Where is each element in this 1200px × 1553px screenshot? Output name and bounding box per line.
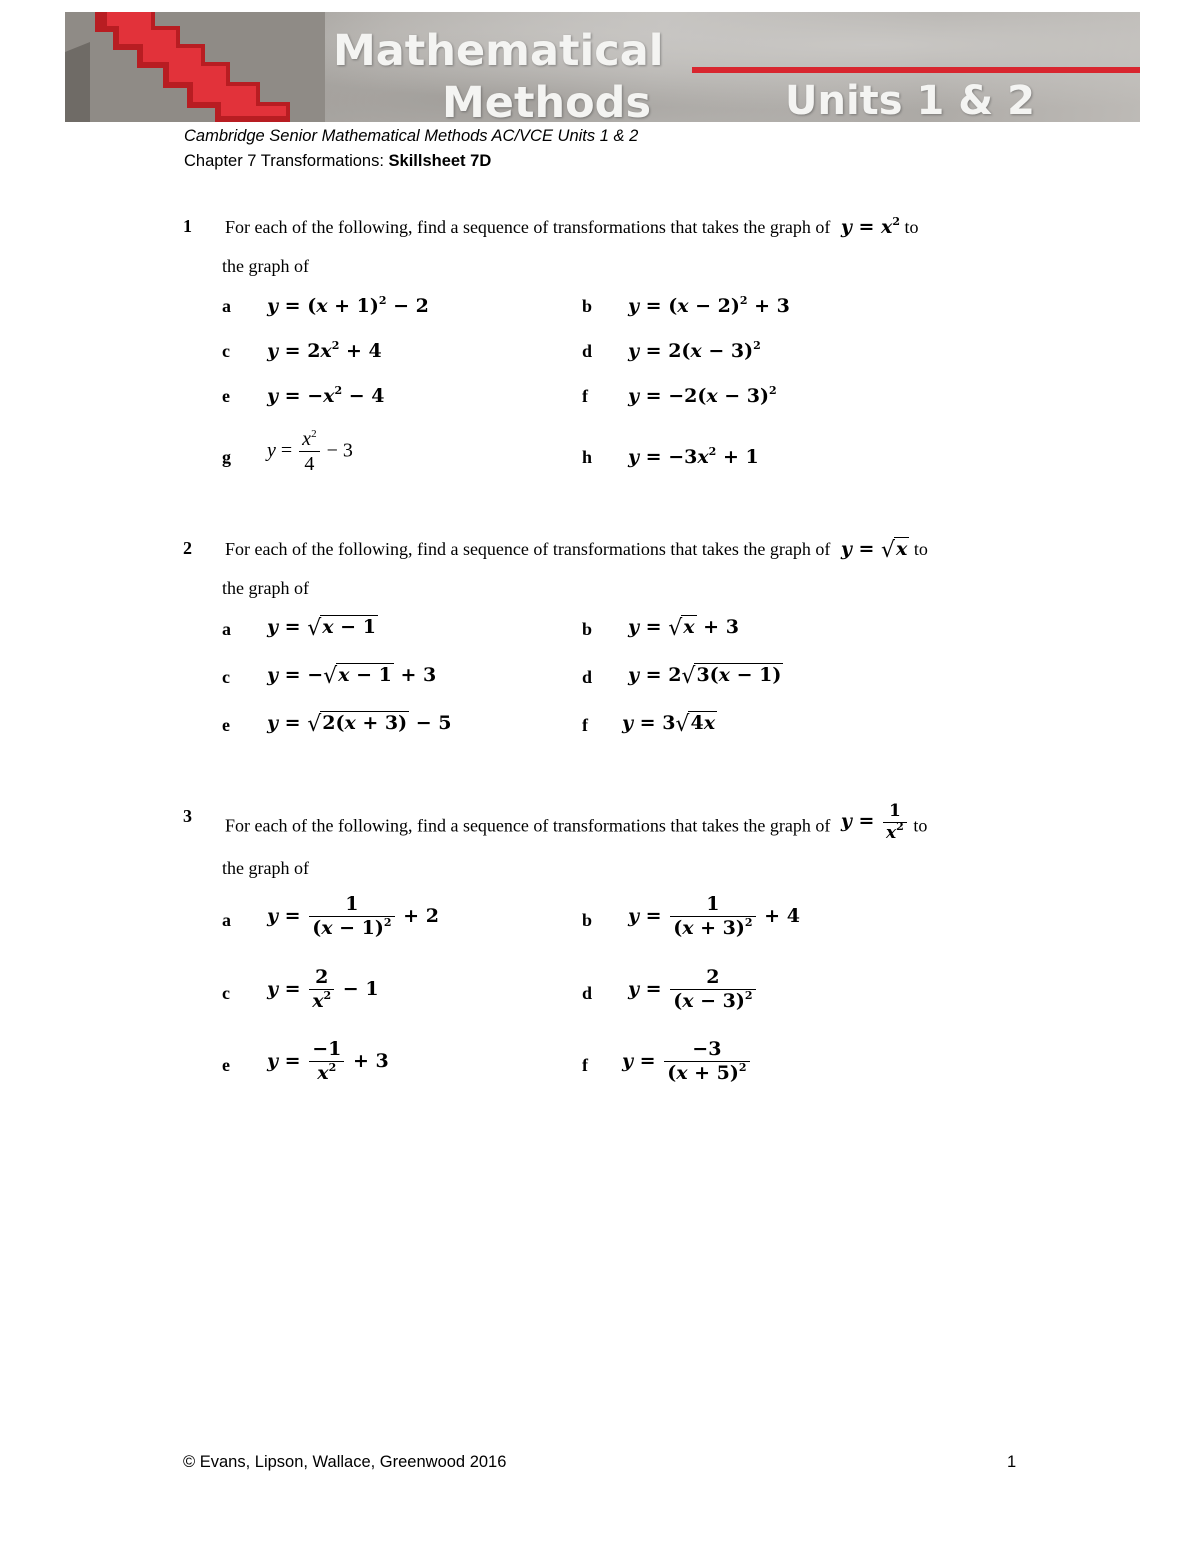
part-label: e <box>222 715 230 735</box>
part-label: b <box>582 910 593 930</box>
part-label: a <box>222 910 231 930</box>
part-label: a <box>222 296 231 316</box>
question-prompt <box>225 216 919 238</box>
banner-accent-line <box>692 67 1140 73</box>
base-function: y = √x <box>840 538 908 563</box>
chapter-heading <box>184 152 491 171</box>
chapter-prefix: Chapter 7 Transformations: <box>184 152 389 170</box>
part-label: d <box>582 667 593 687</box>
expression: y = −√x − 1 + 3 <box>267 664 437 689</box>
part-label: h <box>582 447 593 467</box>
expression: y = 3√4x <box>622 712 716 737</box>
prompt-end: to <box>913 539 928 559</box>
prompt-end: to <box>904 217 919 237</box>
part-label: a <box>222 619 231 639</box>
expression: y = √2(x + 3) − 5 <box>267 712 452 737</box>
prompt-text: For each of the following, find a sequence of transformations that takes the graph of <box>225 217 831 237</box>
question-number: 1 <box>183 216 192 236</box>
expression: $y = -3x^2 + 1$ <box>628 445 759 468</box>
expression: y = $\frac{2}{x^2}$ − 1 <box>267 966 379 1012</box>
expression: y = $\frac{x^2}{4}$ − 3 <box>267 428 353 475</box>
expression: y = $\frac{-1}{x^2}$ + 3 <box>267 1038 389 1084</box>
expression: $y = 2(x - 3)^2$ <box>628 339 761 362</box>
expression: y = √x + 3 <box>628 616 739 641</box>
question-prompt <box>225 538 928 563</box>
expression: $y = (x + 1)^2 - 2$ <box>267 294 429 317</box>
part-label: c <box>222 667 230 687</box>
part-label: e <box>222 386 230 406</box>
base-function: y = $\frac{1}{x^2}$ <box>841 810 909 832</box>
expression: y = $\frac{2}{(x - 3)^2}$ <box>628 967 758 1013</box>
banner-units: Units 1 & 2 <box>785 78 1035 122</box>
copyright-footer: © Evans, Lipson, Wallace, Greenwood 2016 <box>183 1453 507 1471</box>
expression: $y = -x^2 - 4$ <box>267 384 385 407</box>
staircase-image <box>65 12 325 122</box>
part-label: f <box>582 715 588 735</box>
base-function: $y = x^2$ <box>840 215 900 238</box>
part-label: b <box>582 296 593 316</box>
prompt-continuation: the graph of <box>222 578 309 598</box>
expression: $y = (x - 2)^2 + 3$ <box>628 294 790 317</box>
banner-title-line1: Mathematical <box>333 26 664 76</box>
header-banner <box>65 12 1140 122</box>
expression: y = $\frac{1}{(x - 1)^2}$ + 2 <box>267 893 439 939</box>
prompt-end: to <box>913 815 928 836</box>
part-label: b <box>582 619 593 639</box>
prompt-text: For each of the following, find a sequence of transformations that takes the graph of <box>225 539 831 559</box>
question-prompt <box>225 801 928 847</box>
part-label: g <box>222 447 231 467</box>
expression: y = $\frac{-3}{(x + 5)^2}$ <box>622 1039 752 1085</box>
part-label: c <box>222 983 230 1003</box>
book-title: Cambridge Senior Mathematical Methods AC/VCE Units 1 & 2 <box>184 127 639 145</box>
question-number: 3 <box>183 806 192 826</box>
prompt-continuation: the graph of <box>222 256 309 276</box>
prompt-text: For each of the following, find a sequence of transformations that takes the graph of <box>225 815 831 836</box>
part-label: f <box>582 386 588 406</box>
expression: $y = -2(x - 3)^2$ <box>628 384 777 407</box>
prompt-continuation: the graph of <box>222 858 309 878</box>
part-label: f <box>582 1055 588 1075</box>
part-label: e <box>222 1055 230 1075</box>
banner-title-line2: Methods <box>442 78 652 122</box>
skillsheet-label: Skillsheet 7D <box>388 152 492 170</box>
part-label: c <box>222 341 230 361</box>
page-number: 1 <box>1007 1453 1017 1471</box>
expression: y = √x − 1 <box>267 616 376 641</box>
expression: y = $\frac{1}{(x + 3)^2}$ + 4 <box>628 893 800 939</box>
part-label: d <box>582 983 593 1003</box>
question-number: 2 <box>183 538 192 558</box>
expression: y = 2√3(x − 1) <box>628 664 782 689</box>
expression: $y = 2x^2 + 4$ <box>267 339 382 362</box>
part-label: d <box>582 341 593 361</box>
